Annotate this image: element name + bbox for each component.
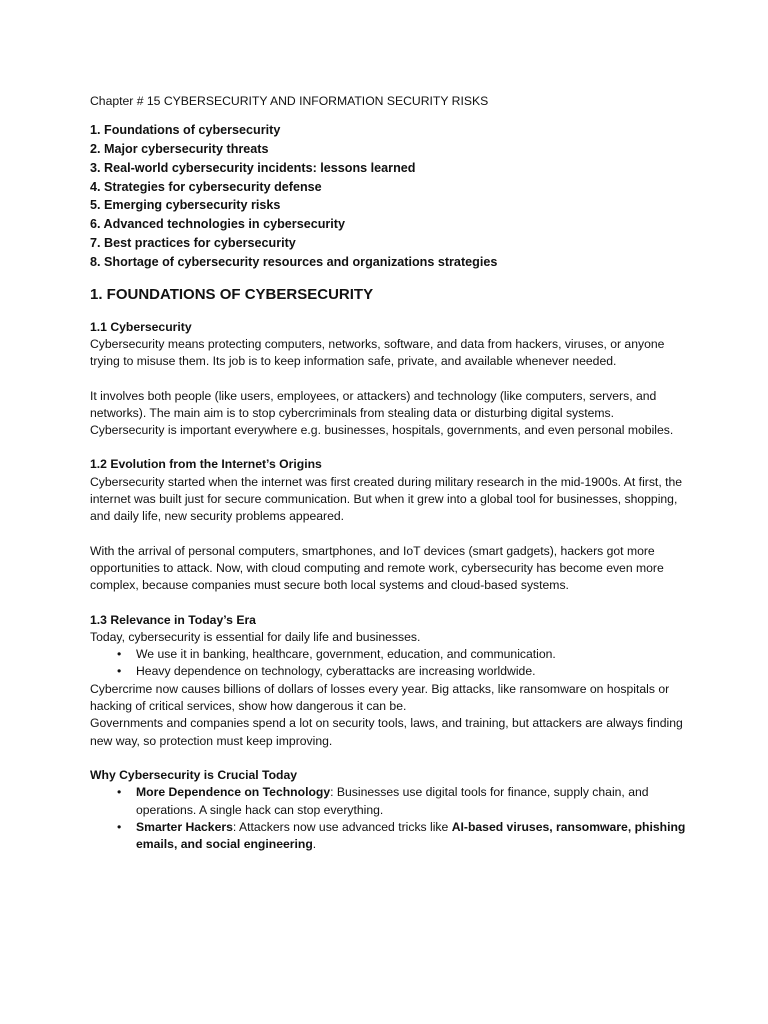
bullet-item xyxy=(136,819,690,854)
bullet-term: More Dependence on Technology xyxy=(136,785,331,800)
bullet-list xyxy=(90,646,690,681)
bullet-list xyxy=(90,784,690,853)
bullet-emphasis: AI-based viruses, ransomware, phishing emails, and social engineering xyxy=(136,819,686,852)
bullet-term: Smarter Hackers xyxy=(136,819,233,834)
toc-item: 6. Advanced technologies in cybersecurity xyxy=(90,217,345,232)
toc-item: 3. Real-world cybersecurity incidents: lessons learned xyxy=(90,160,416,175)
subsection-heading: 1.3 Relevance in Today’s Era xyxy=(90,612,256,627)
bullet-text: : Attackers now use advanced tricks like xyxy=(232,819,452,834)
paragraph-spacer xyxy=(90,439,690,456)
paragraph: Cybersecurity started when the internet was first created during military research in the mid-1900s. At first, the internet was built just for secure communication. But when it grew into a global tool for businesses, shopping, and daily life, new security problems appeared. xyxy=(90,474,683,524)
toc-item: 8. Shortage of cybersecurity resources and organizations strategies xyxy=(90,254,498,269)
paragraph-spacer xyxy=(90,526,690,543)
paragraph: Today, cybersecurity is essential for daily life and businesses. xyxy=(90,629,421,644)
bullet-text-end: . xyxy=(312,837,317,852)
paragraph: Cybersecurity means protecting computers, networks, software, and data from hackers, viruses, or anyone trying to misuse them. Its job is to keep information safe, private, and available whenever needed. xyxy=(90,336,665,369)
paragraph: Cybercrime now causes billions of dollars of losses every year. Big attacks, like ransomware on hospitals or hacking of critical services, show how dangerous it can be. xyxy=(90,681,670,714)
paragraph-spacer xyxy=(90,595,690,612)
chapter-title: Chapter # 15 CYBERSECURITY AND INFORMATION SECURITY RISKS xyxy=(90,94,489,108)
section-heading: 1. FOUNDATIONS OF CYBERSECURITY xyxy=(90,285,374,303)
document-page xyxy=(90,93,690,853)
subsection-heading: Why Cybersecurity is Crucial Today xyxy=(90,767,298,782)
paragraph-spacer xyxy=(90,750,690,767)
subsection-heading: 1.2 Evolution from the Internet’s Origins xyxy=(90,457,322,472)
paragraph: With the arrival of personal computers, smartphones, and IoT devices (smart gadgets), hackers got more opportunities to attack. Now, with cloud computing and remote work, cybersecurity has become even more complex, because companies must secure both local systems and cloud-based systems. xyxy=(90,543,664,593)
toc-item: 5. Emerging cybersecurity risks xyxy=(90,198,281,213)
toc-item: 7. Best practices for cybersecurity xyxy=(90,236,296,251)
subsection-heading: 1.1 Cybersecurity xyxy=(90,319,192,334)
paragraph: It involves both people (like users, employees, or attackers) and technology (like computers, servers, and networks). The main aim is to stop cybercriminals from stealing data or disturbing digital systems. Cybersecurity is important everywhere e.g. businesses, hospitals, governments, and even personal mobiles. xyxy=(90,388,674,438)
bullet-text: : Businesses use digital tools for finance, supply chain, and operations. A single hack can stop everything. xyxy=(136,785,649,817)
bullet-item xyxy=(136,784,690,819)
table-of-contents xyxy=(90,121,690,271)
toc-item: 2. Major cybersecurity threats xyxy=(90,142,269,157)
toc-item: 1. Foundations of cybersecurity xyxy=(90,123,281,138)
bullet-item: • Heavy dependence on technology, cyberattacks are increasing worldwide. xyxy=(136,663,690,680)
bullet-item: • We use it in banking, healthcare, government, education, and communication. xyxy=(136,646,690,663)
paragraph: Governments and companies spend a lot on security tools, laws, and training, but attackers are always finding new way, so protection must keep improving. xyxy=(90,716,683,748)
toc-item: 4. Strategies for cybersecurity defense xyxy=(90,179,322,194)
paragraph-spacer xyxy=(90,371,690,388)
